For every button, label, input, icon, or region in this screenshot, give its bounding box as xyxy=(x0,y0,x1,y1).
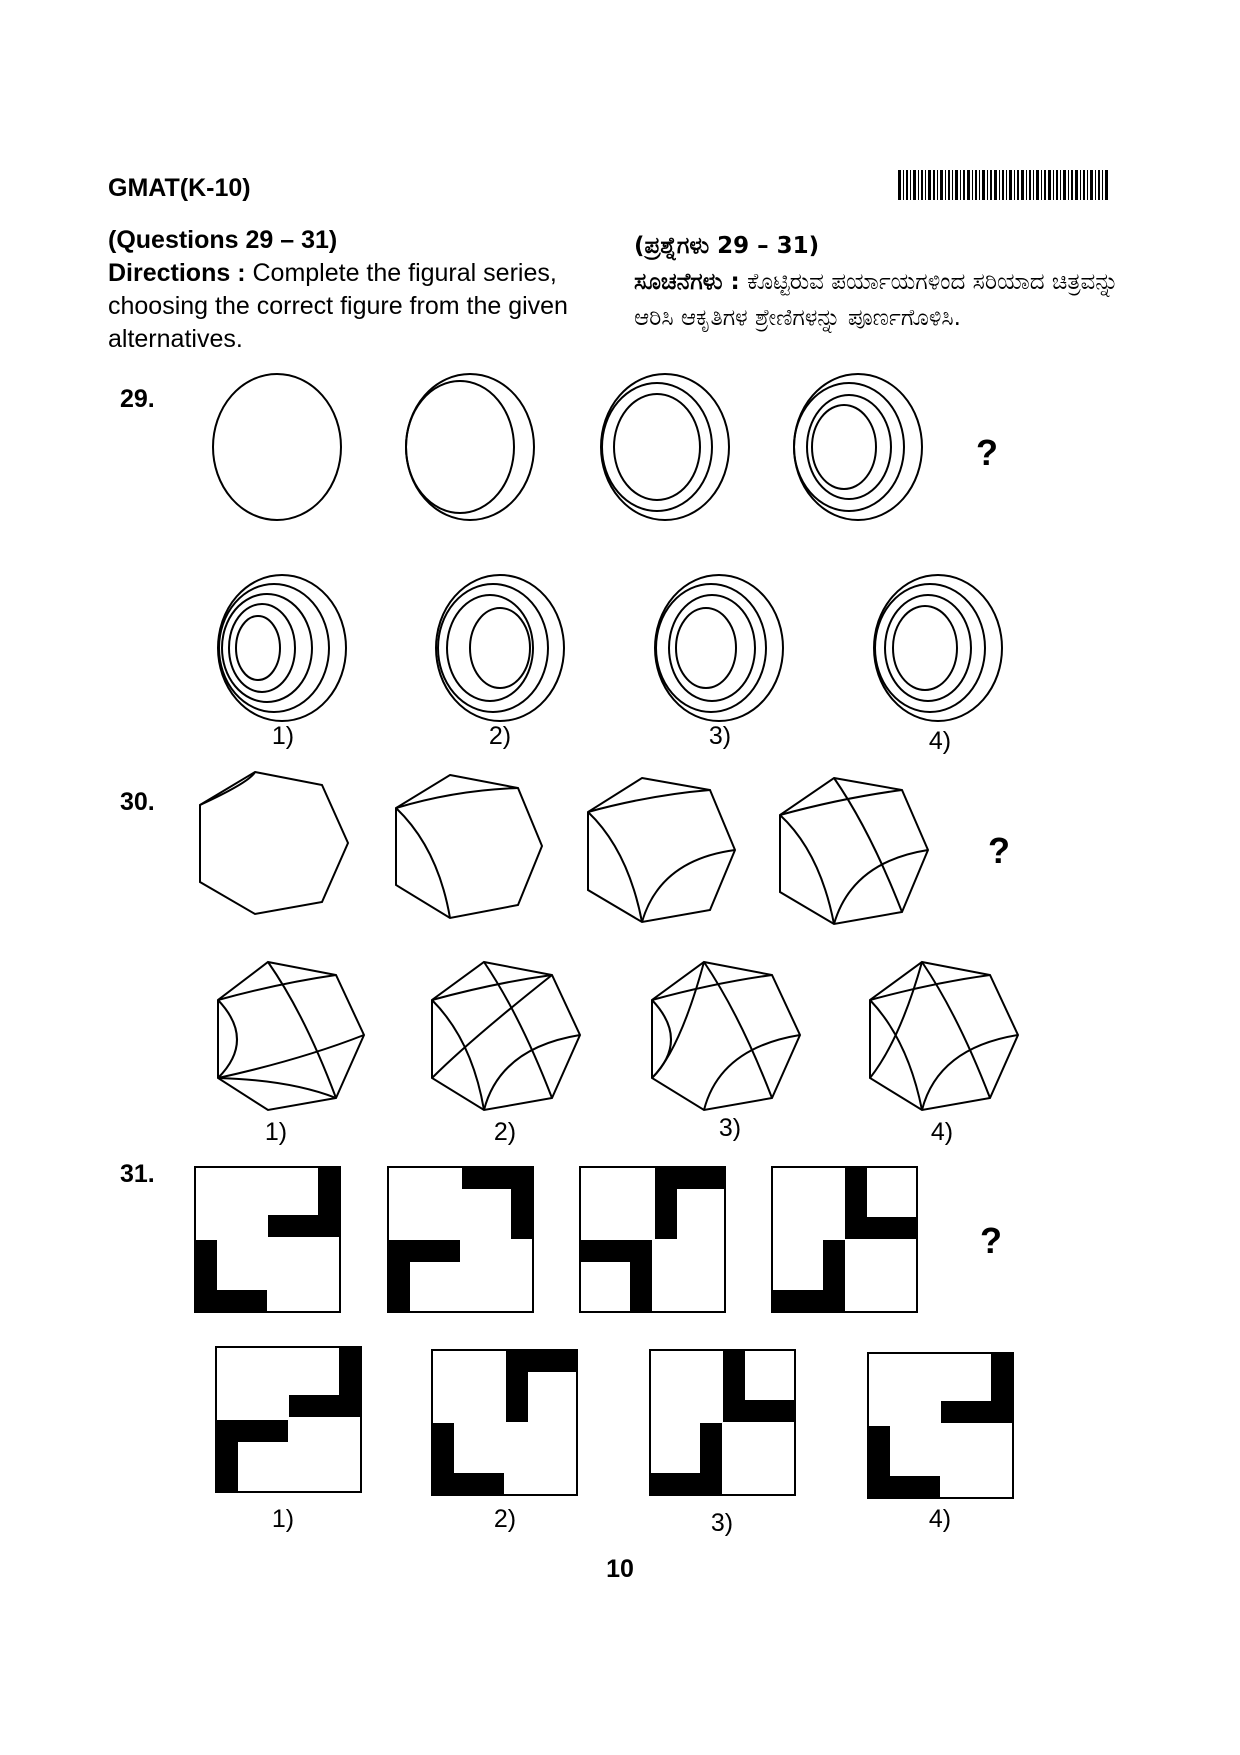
directions-label: Directions : xyxy=(108,259,246,287)
q31-option-1 xyxy=(216,1347,361,1492)
q31-problem-3 xyxy=(580,1167,725,1312)
question-31-number: 31. xyxy=(120,1160,155,1188)
question-30-option-4-label: 4) xyxy=(930,1118,954,1146)
question-30-number: 30. xyxy=(120,788,155,816)
q31-problem-1 xyxy=(195,1167,340,1312)
question-31-option-3-label: 3) xyxy=(710,1509,734,1537)
question-30-option-1-label: 1) xyxy=(264,1118,288,1146)
question-29-option-4-label: 4) xyxy=(928,727,952,755)
question-31-missing-mark: ? xyxy=(980,1220,1002,1261)
question-31-option-2-label: 2) xyxy=(493,1505,517,1533)
question-31-option-1-label: 1) xyxy=(271,1505,295,1533)
question-29-option-3-label: 3) xyxy=(708,722,732,750)
question-29-option-2-label: 2) xyxy=(488,722,512,750)
q31-option-2 xyxy=(432,1350,577,1495)
question-30-missing-mark: ? xyxy=(988,830,1010,871)
questions-range-kn: (ಪ್ರಶ್ನೆಗಳು 29 – 31) xyxy=(634,233,820,259)
paper-code: GMAT(K-10) xyxy=(108,174,251,202)
question-31-option-4-label: 4) xyxy=(928,1505,952,1533)
question-29-number: 29. xyxy=(120,385,155,413)
question-30-option-3-label: 3) xyxy=(718,1114,742,1142)
directions-label-kn: ಸೂಚನೆಗಳು : xyxy=(634,269,740,295)
q31-option-4 xyxy=(868,1353,1013,1498)
question-30-option-2-label: 2) xyxy=(493,1118,517,1146)
questions-range: (Questions 29 – 31) xyxy=(108,226,338,254)
question-29-missing-mark: ? xyxy=(976,432,998,473)
q31-option-3 xyxy=(650,1350,795,1495)
directions-text-kn: ಕೊಟ್ಟಿರುವ ಪರ್ಯಾಯಗಳಿಂದ ಸರಿಯಾದ ಚಿತ್ರವನ್ನು ಆರಿಸಿ ಆಕೃತಿಗಳ ಶ್ರೇಣಿಗಳನ್ನು ಪೂರ್ಣಗೊಳಿಸಿ. xyxy=(634,269,1119,331)
directions-text: Complete the figural series, choosing the correct figure from the given alternatives. xyxy=(108,259,568,353)
q31-problem-2 xyxy=(388,1167,533,1312)
q31-problem-4 xyxy=(772,1167,917,1312)
question-29-option-1-label: 1) xyxy=(271,722,295,750)
page-number: 10 xyxy=(606,1555,634,1583)
